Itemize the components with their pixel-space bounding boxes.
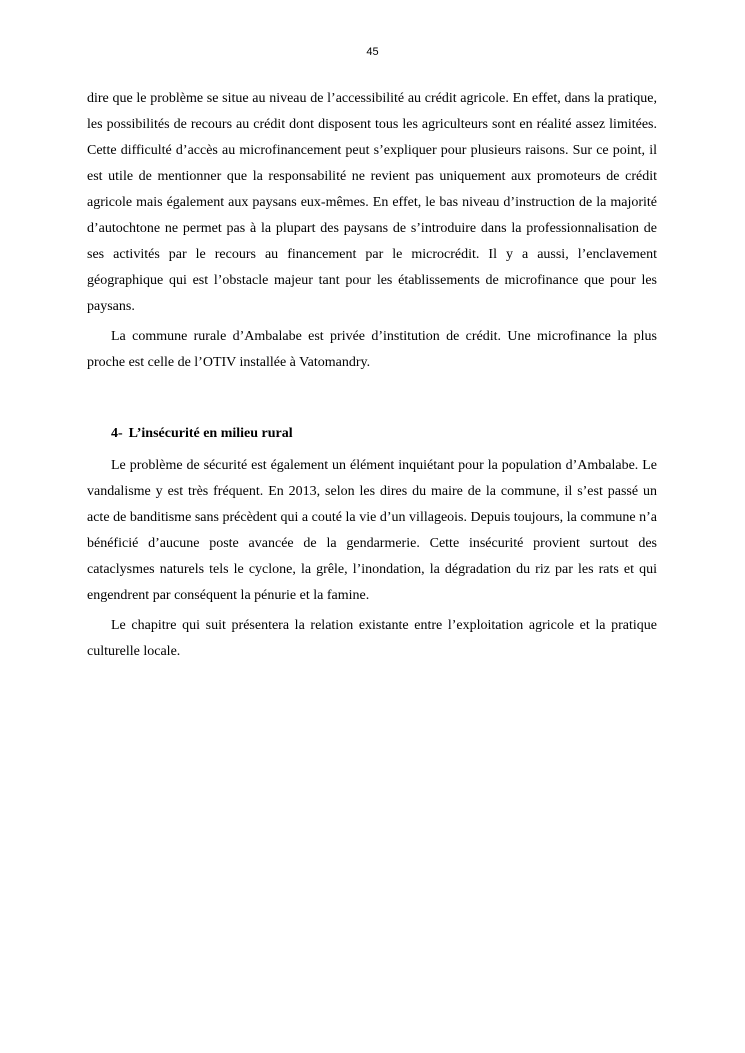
section-title: L’insécurité en milieu rural <box>128 426 293 441</box>
section-number: 4- <box>111 426 123 441</box>
page-content <box>87 86 657 665</box>
page-number: 45 <box>366 46 379 58</box>
paragraph-next-chapter: Le chapitre qui suit présentera la relation existante entre l’exploitation agricole et la pratique culturelle locale. <box>87 618 657 659</box>
paragraph-insecurity: Le problème de sécurité est également un élément inquiétant pour la population d’Ambalabe. Le vandalisme y est très fréquent. En 2013, selon les dires du maire de la commune, il s’est passé un acte de banditisme sans précèdent qui a couté la vie d’un villageois. Depuis toujours, la commune n’a bénéficié d’aucune poste avancée de la gendarmerie. Cette insécurité provient surtout des cataclysmes naturels tels le cyclone, la grêle, l’inondation, la dégradation du riz par les rats et qui engendrent par conséquent la pénurie et la famine. <box>87 458 657 603</box>
paragraph-ambalabe-credit: La commune rurale d’Ambalabe est privée d’institution de crédit. Une microfinance la plus proche est celle de l’OTIV installée à Vatomandry. <box>87 329 657 370</box>
paragraph-credit-access: dire que le problème se situe au niveau de l’accessibilité au crédit agricole. En effet, dans la pratique, les possibilités de recours au crédit dont disposent tous les agriculteurs sont en réalité assez limitées. Cette difficulté d’accès au microfinancement peut s’expliquer pour plusieurs raisons. Sur ce point, il est utile de mentionner que la responsabilité ne revient pas uniquement aux promoteurs de crédit agricole mais également aux paysans eux-mêmes. En effet, le bas niveau d’instruction de la majorité d’autochtone ne permet pas à la plupart des paysans de s’introduire dans la professionnalisation de ses activités par le recours au financement par le microcrédit. Il y a aussi, l’enclavement géographique qui est l’obstacle majeur tant pour les établissements de microfinance que pour les paysans. <box>87 91 657 314</box>
section-heading <box>87 421 657 447</box>
